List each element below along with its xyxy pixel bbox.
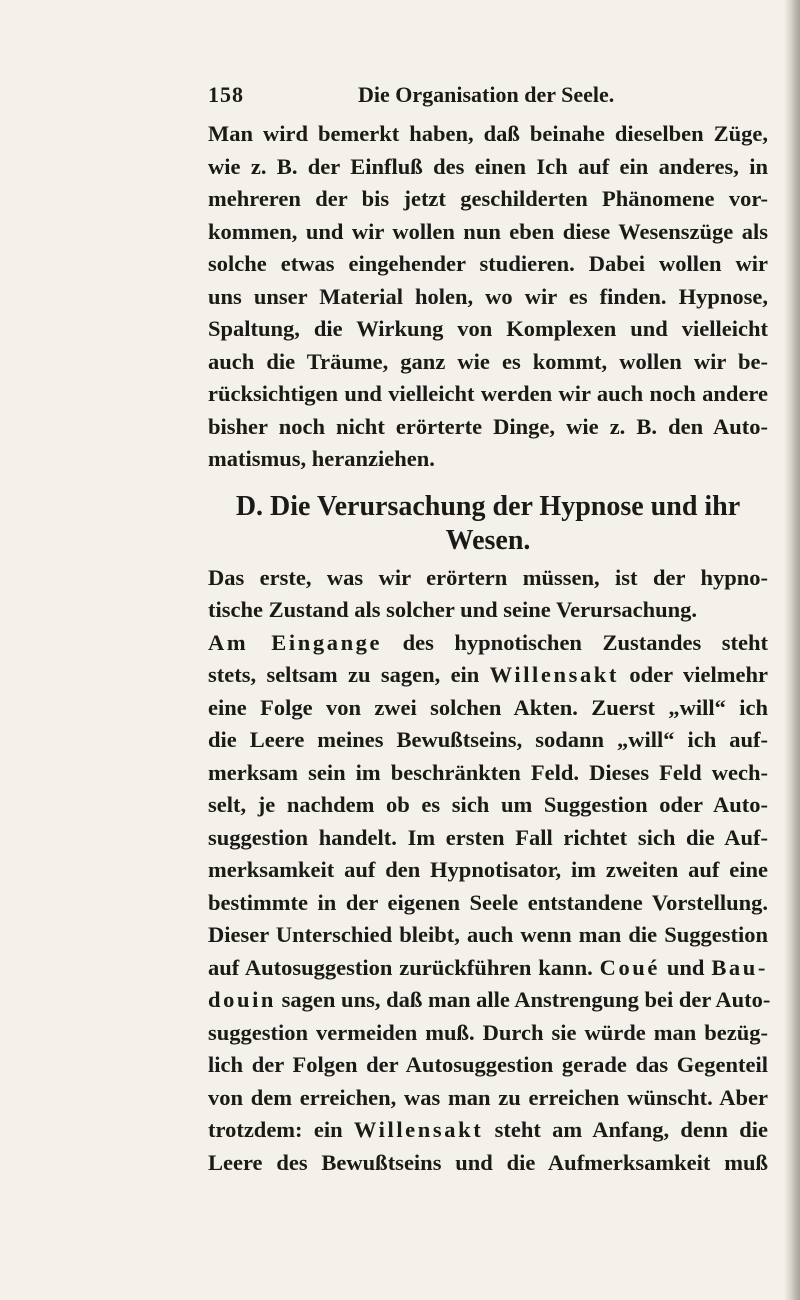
text-run: sagen uns, daß man alle Anstrengung bei der Auto- (276, 987, 771, 1012)
page-number: 158 (208, 82, 244, 107)
emphasis-spaced: Coué (599, 954, 661, 980)
paragraph-2 (208, 562, 768, 627)
text-line: Dieser Unterschied bleibt, auch wenn man die Suggestion (208, 922, 768, 947)
text-line: uns unser Material holen, wo wir es finden. Hypnose, (208, 283, 768, 309)
text-line: Man wird bemerkt haben, daß beinahe dieselben Züge, (208, 121, 768, 146)
text-line: suggestion handelt. Im ersten Fall richtet sich die Auf- (208, 824, 768, 850)
text-line (208, 659, 768, 692)
section-heading-line: Wesen. (445, 524, 531, 556)
text-line: von dem erreichen, was man zu erreichen wünscht. Aber (208, 1084, 768, 1110)
text-line: tische Zustand als solcher und seine Verursachung. (208, 597, 698, 622)
text-line: matismus, heranziehen. (208, 446, 435, 471)
text-line: merksamkeit auf den Hypnotisator, im zweiten auf eine (208, 857, 768, 882)
text-line: rücksichtigen und vielleicht werden wir auch noch andere (208, 381, 768, 406)
text-line: bestimmte in der eigenen Seele entstandene Vorstellung. (208, 889, 768, 915)
text-line: solche etwas eingehender studieren. Dabei wollen wir (208, 251, 768, 276)
book-spine-shadow (784, 0, 800, 1300)
running-head (208, 78, 768, 118)
text-line (208, 1114, 768, 1147)
text-line: eine Folge von zwei solchen Akten. Zuerst „will“ ich (208, 694, 768, 720)
paragraph-3 (208, 627, 771, 1180)
text-line: selt, je nachdem ob es sich um Suggestion oder Auto- (208, 792, 768, 817)
text-line: lich der Folgen der Autosuggestion gerade das Gegenteil (208, 1052, 768, 1077)
text-line (208, 952, 768, 985)
emphasis-spaced: Bau- (711, 954, 768, 980)
emphasis-spaced: Willensakt (489, 662, 620, 687)
text-line: merksam sein im beschränkten Feld. Dieses Feld wech- (208, 759, 768, 785)
text-line (208, 984, 771, 1017)
text-run: steht am Anfang, denn die (483, 1117, 768, 1142)
text-line: Das erste, was wir erörtern müssen, ist der hypno- (208, 564, 768, 590)
emphasis-spaced: Am Eingange (208, 629, 383, 655)
section-heading-line: D. Die Verursachung der Hypnose und ihr (235, 490, 741, 522)
text-line: Leere des Bewußtseins und die Aufmerksamkeit muß (208, 1149, 768, 1175)
paragraph-1 (208, 118, 768, 476)
text-line: Spaltung, die Wirkung von Komplexen und vielleicht (208, 316, 768, 341)
text-run: trotzdem: ein (208, 1117, 354, 1142)
text-line: die Leere meines Bewußtseins, sodann „will“ ich auf- (208, 727, 768, 752)
text-line: bisher noch nicht erörterte Dinge, wie z. B. den Auto- (208, 413, 768, 439)
text-line: auch die Träume, ganz wie es kommt, wollen wir be- (208, 348, 768, 374)
text-line (208, 627, 768, 660)
text-line: wie z. B. der Einfluß des einen Ich auf ein anderes, in (208, 153, 768, 179)
running-title: Die Organisation der Seele. (358, 82, 615, 107)
text-run: stets, seltsam zu sagen, ein (208, 662, 490, 687)
emphasis-spaced: Willensakt (353, 1117, 484, 1142)
text-run: und (660, 954, 712, 980)
section-heading (208, 490, 768, 558)
text-line: mehreren der bis jetzt geschilderten Phänomene vor- (208, 186, 768, 211)
text-run: oder vielmehr (619, 662, 768, 687)
text-line: suggestion vermeiden muß. Durch sie würde man bezüg- (208, 1019, 768, 1045)
book-page (208, 78, 771, 1179)
text-run: des hypnotischen Zustandes steht (382, 629, 768, 655)
text-run: auf Autosuggestion zurückführen kann. (208, 954, 600, 980)
text-line: kommen, und wir wollen nun eben diese Wesenszüge als (208, 218, 768, 244)
emphasis-spaced: douin (208, 987, 277, 1012)
